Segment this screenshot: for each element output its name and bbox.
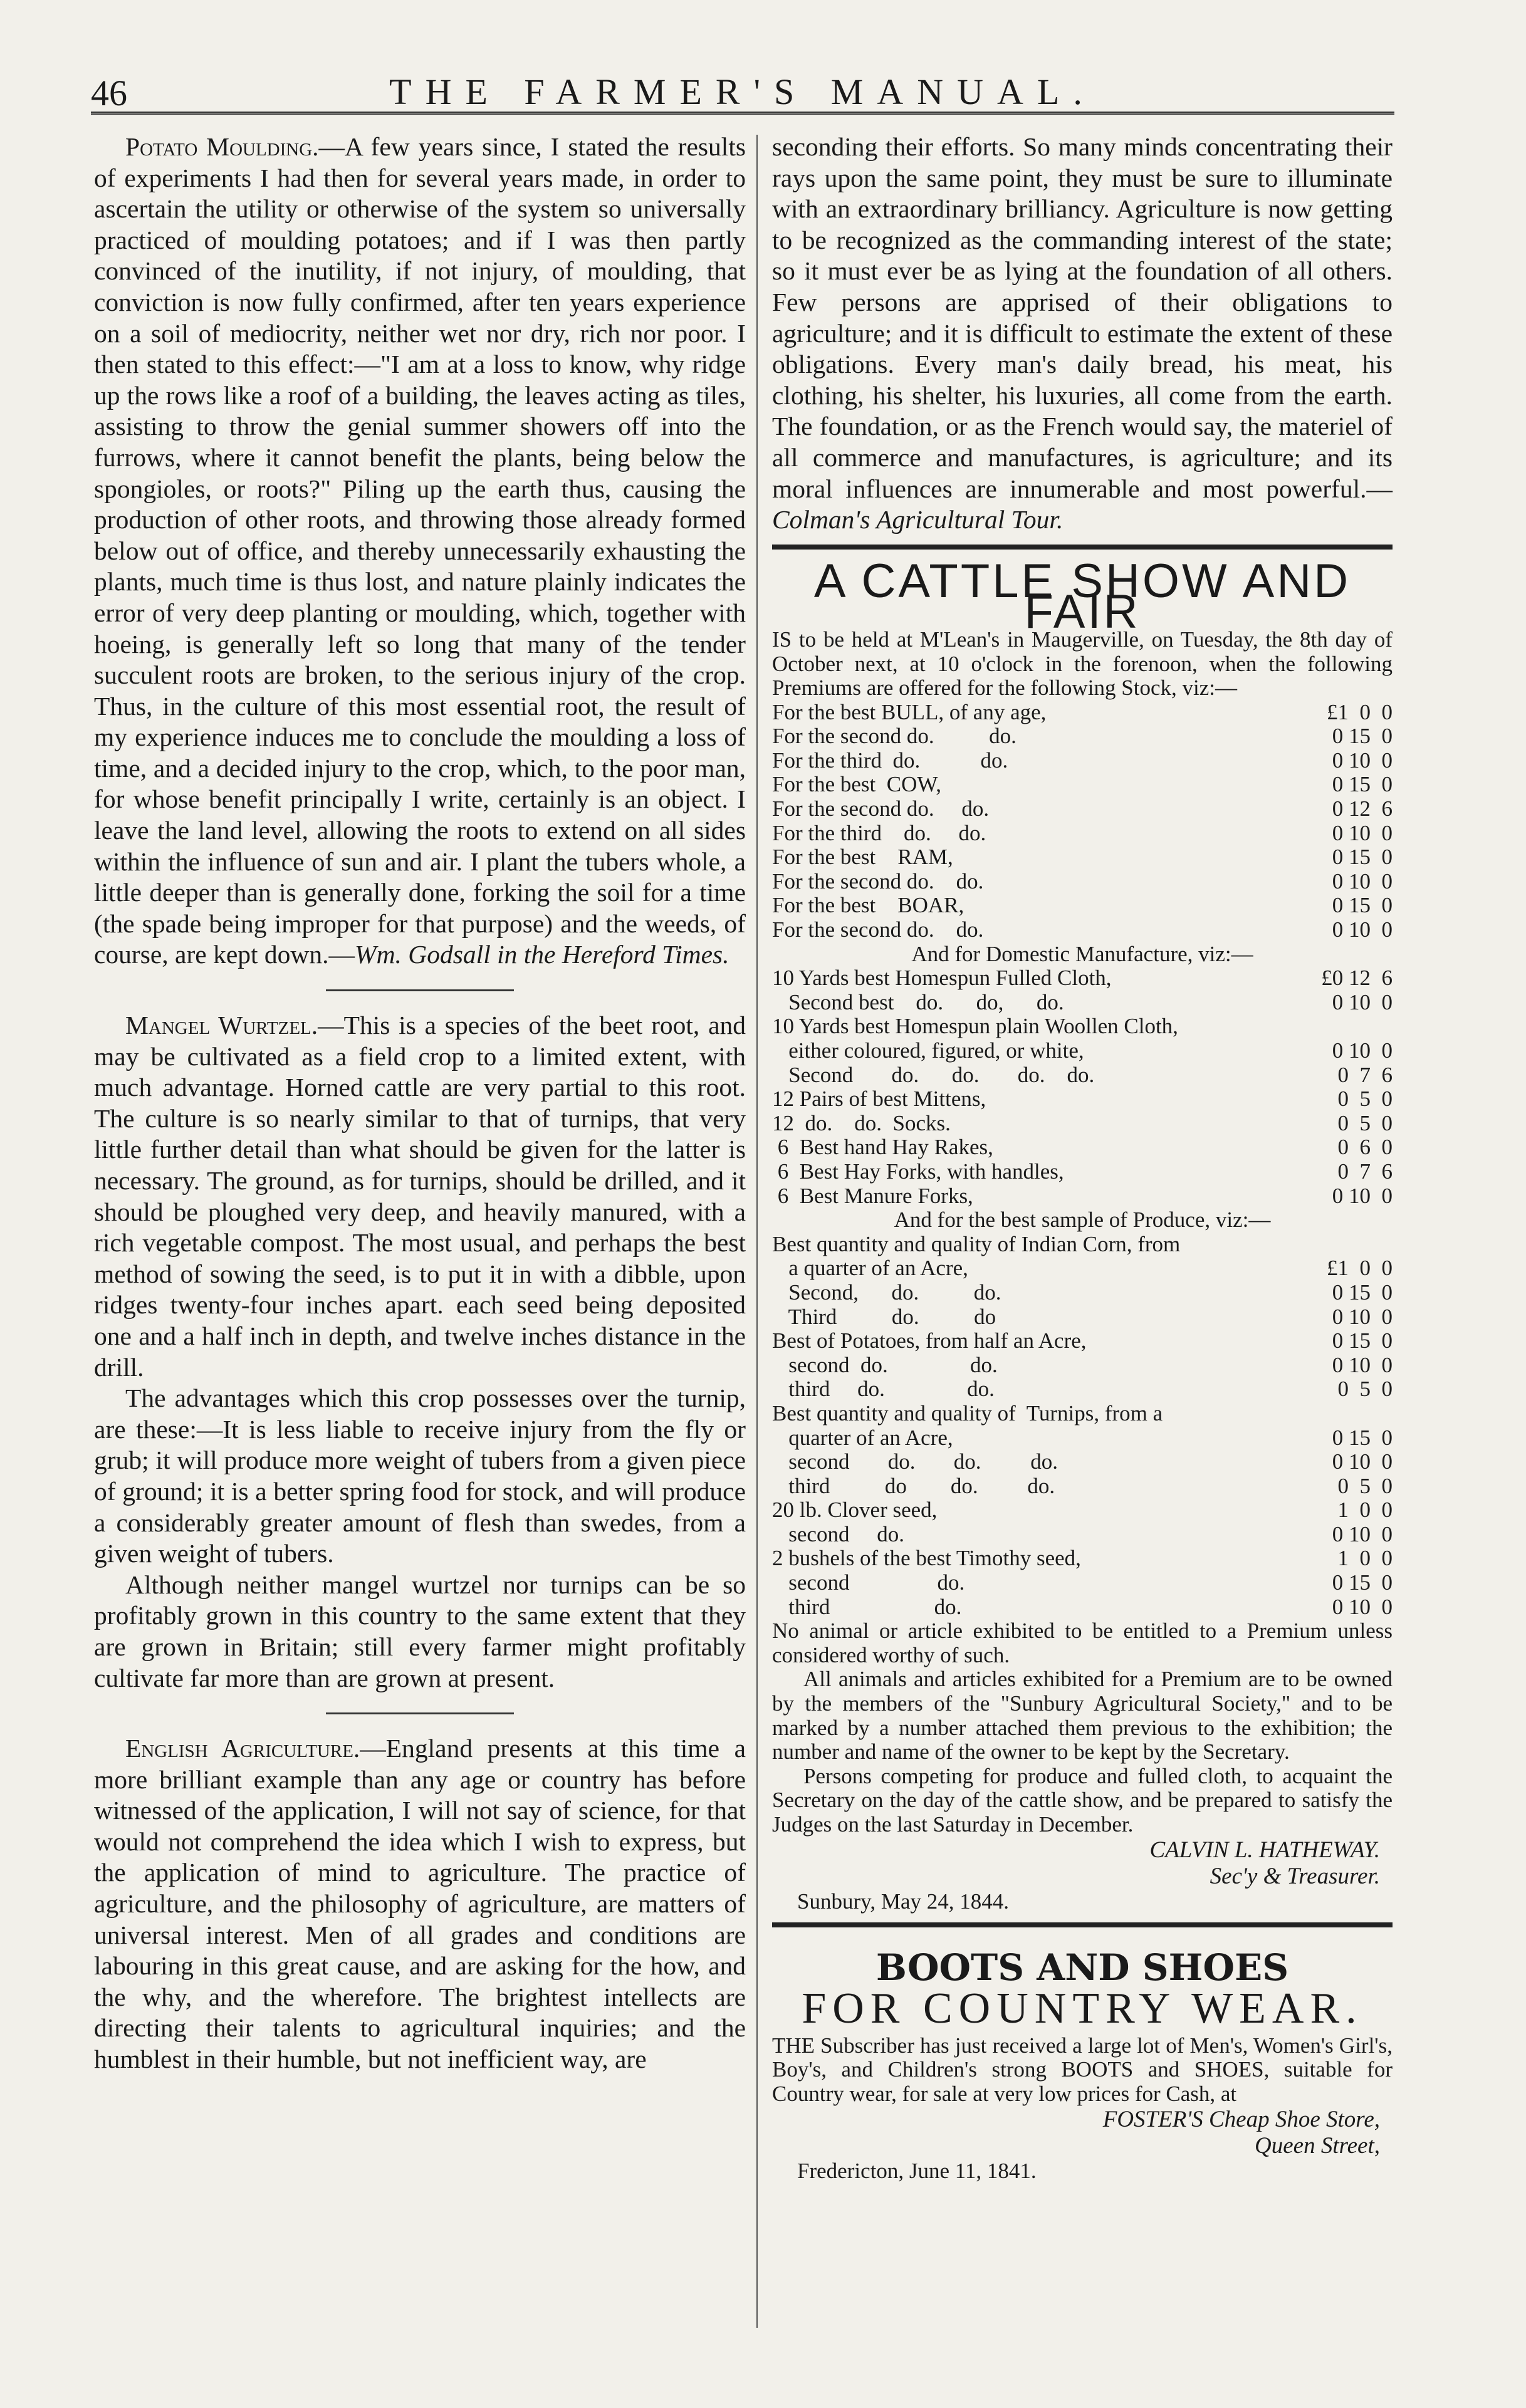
premium-row <box>772 1546 1393 1571</box>
premium-row <box>772 918 1393 942</box>
premium-row <box>772 1135 1393 1160</box>
stock-premiums <box>772 701 1393 942</box>
premium-row <box>772 1014 1393 1039</box>
premium-label: For the best COW, <box>772 772 941 797</box>
premium-label: For the second do. do. <box>772 724 1016 749</box>
premium-label: third do. do. <box>772 1377 995 1402</box>
premium-amount: 0 10 0 <box>1332 1304 1393 1329</box>
section-rule <box>772 545 1393 550</box>
premium-label: third do. <box>772 1594 962 1619</box>
premium-label: For the best BOAR, <box>772 893 964 918</box>
premium-amount: 0 7 6 <box>1337 1159 1393 1184</box>
continuation-text <box>772 132 1393 536</box>
premium-label: 10 Yards best Homespun plain Woollen Cloth, <box>772 1014 1178 1039</box>
premium-label: Second do. do. do. do. <box>772 1062 1095 1087</box>
right-column <box>772 132 1393 2183</box>
premium-row <box>772 1426 1393 1451</box>
cattle-intro: IS to be held at M'Lean's in Maugerville, on Tuesday, the 8th day of October next, at 10 o'clock in the forenoon, when the following Premiums are offered for the following Stock, viz:— <box>772 627 1393 701</box>
english-article <box>94 1733 746 2075</box>
premium-amount: 0 5 0 <box>1337 1087 1393 1112</box>
mangel-paragraph-2: The advantages which this crop possesses over the turnip, are these:—It is less liable to receive injury from the fly or grub; it will produce more weight of tubers from a given piece of ground; it is a better spring food for stock, and will produce a considerably greater amount of flesh than swedes, from a given weight of tubers. <box>94 1384 746 1568</box>
premium-row <box>772 701 1393 725</box>
premium-amount <box>1267 1402 1393 1426</box>
premium-amount: 0 10 0 <box>1332 1352 1393 1377</box>
premium-amount <box>1267 1014 1393 1039</box>
signer-title: Sec'y & Treasurer. <box>1210 1863 1380 1889</box>
premium-amount: 0 15 0 <box>1332 724 1393 749</box>
premium-row <box>772 724 1393 749</box>
premium-label: second do. do. <box>772 1352 998 1377</box>
premium-amount: 0 10 0 <box>1332 868 1393 894</box>
mangel-article <box>94 1010 746 1383</box>
premium-note-2: All animals and articles exhibited for a Premium are to be owned by the members of the "Sunbury Agricultural Society," and to be marked by a number attached them previous to the exhibition; the number and name of the owner to be kept by the Secretary. <box>772 1667 1393 1764</box>
premium-row <box>772 773 1393 797</box>
domestic-premiums <box>772 966 1393 1208</box>
premium-amount: 0 10 0 <box>1332 1449 1393 1474</box>
premium-amount: £0 12 6 <box>1321 966 1393 991</box>
premium-row <box>772 1281 1393 1305</box>
boots-body: THE Subscriber has just received a large lot of Men's, Women's Girl's, Boy's, and Children's strong BOOTS and SHOES, suitable for Country wear, for sale at very low prices for Cash, at <box>772 2033 1393 2106</box>
premium-label: quarter of an Acre, <box>772 1425 953 1450</box>
premium-amount: 0 10 0 <box>1332 820 1393 845</box>
premium-label: Best quantity and quality of Indian Corn, from <box>772 1231 1181 1256</box>
premium-label: second do. do. do. <box>772 1449 1058 1474</box>
potato-body: —A few years since, I stated the results of experiments I had then for several years made, in order to ascertain the utility or otherwise of the system so universally practiced of moulding potatoes; and if I was then partly convinced of the inutility, if not injury, of moulding, that conviction is now fully confirmed, after ten years experience on a soil of mediocrity, neither wet nor dry, rich nor poor. I then stated to this effect:—"I am at a loss to know, why ridge up the rows like a roof of a building, the leaves acting as tiles, assisting to throw the genial summer showers off into the furrows, where it cannot benefit the plants, being below the spongioles, or roots?" Piling up the earth thus, causing the production of other roots, and throwing those already formed below out of office, and thereby unnecessarily exhausting the plants, much time is thus lost, and nature plainly indicates the error of very deep planting or moulding, which, together with hoeing, is generally left so long that many of the tender succulent roots are broken, to the serious injury of the crop. Thus, in the culture of this most essential root, the result of my experience induces me to conclude the moulding a loss of time, and a decided injury to the crop, which, to the poor man, for whose benefit principally I write, certainly is an object. I leave the land level, allowing the roots to extend on all sides within the influence of sun and air. I plant the tubers whole, a little deeper than is generally done, forking the soil for a time (the spade being improper for that purpose) and the weeds, of course, are kept down.— <box>94 132 746 969</box>
premium-amount: 0 15 0 <box>1332 845 1393 870</box>
premium-row <box>772 1063 1393 1088</box>
premium-label: For the second do. do. <box>772 868 984 894</box>
premium-label: For the third do. do. <box>772 748 1008 773</box>
premium-row <box>772 1571 1393 1595</box>
premium-row <box>772 1233 1393 1257</box>
premium-label: 2 bushels of the best Timothy seed, <box>772 1546 1081 1571</box>
premium-row <box>772 821 1393 846</box>
premium-amount: 1 0 0 <box>1337 1546 1393 1571</box>
premium-label: For the best RAM, <box>772 845 953 870</box>
premium-row <box>772 797 1393 821</box>
premium-amount: 0 10 0 <box>1332 748 1393 773</box>
premium-amount: 0 15 0 <box>1332 1328 1393 1353</box>
premium-amount: 0 15 0 <box>1332 1570 1393 1595</box>
premium-amount: 0 10 0 <box>1332 1038 1393 1063</box>
domestic-heading: And for Domestic Manufacture, viz:— <box>911 941 1253 966</box>
premium-label: For the second do. do. <box>772 796 990 821</box>
page-title: THE FARMER'S MANUAL. <box>389 71 1096 112</box>
premium-label: 12 Pairs of best Mittens, <box>772 1087 986 1112</box>
premium-label: 20 lb. Clover seed, <box>772 1498 938 1523</box>
premium-row <box>772 1329 1393 1353</box>
cattle-show-title: A CATTLE SHOW AND FAIR <box>813 554 1351 639</box>
premium-row <box>772 894 1393 918</box>
premium-amount: 0 7 6 <box>1337 1062 1393 1087</box>
premium-row <box>772 966 1393 991</box>
premium-note-1: No animal or article exhibited to be entitled to a Premium unless considered worthy of such. <box>772 1618 1393 1667</box>
premium-row <box>772 1160 1393 1184</box>
mangel-body: —This is a species of the beet root, and may be cultivated as a field crop to a limited extent, with much advantage. Horned cattle are very partial to this root. The culture is so nearly similar to that of turnips, that very little further detail than what should be given for the latter is necessary. The ground, as for turnips, should be drilled, and it should be ploughed very deep, and heavily manured, with a rich vegetable compost. The most usual, and perhaps the best method of sowing the seed, is to put it in with a dibble, upon ridges twenty-four inches apart. each seed being deposited one and a half inch in depth, and twelve inches distance in the drill. <box>94 1011 746 1382</box>
mangel-heading: Mangel Wurtzel. <box>125 1011 318 1040</box>
premium-label: either coloured, figured, or white, <box>772 1038 1084 1063</box>
premium-amount: 0 10 0 <box>1332 1183 1393 1208</box>
premium-row <box>772 1402 1393 1426</box>
boots-subtitle: FOR COUNTRY WEAR. <box>802 1984 1363 2033</box>
english-heading: English Agriculture. <box>125 1734 360 1763</box>
premium-label: second do. <box>772 1570 965 1595</box>
premium-row <box>772 845 1393 870</box>
premium-label: 12 do. do. Socks. <box>772 1110 951 1135</box>
premium-row <box>772 1474 1393 1499</box>
premium-amount <box>1267 1233 1393 1257</box>
premium-label: a quarter of an Acre, <box>772 1256 968 1281</box>
premium-amount: 1 0 0 <box>1337 1498 1393 1523</box>
premium-amount: 0 10 0 <box>1332 917 1393 942</box>
premium-label: For the best BULL, of any age, <box>772 699 1047 724</box>
premium-label: 6 Best Hay Forks, with handles, <box>772 1159 1064 1184</box>
store-street: Queen Street, <box>1255 2132 1380 2159</box>
premium-label: 6 Best Manure Forks, <box>772 1183 973 1208</box>
premium-amount: 0 6 0 <box>1337 1135 1393 1160</box>
premium-label: For the third do. do. <box>772 820 986 845</box>
column-divider <box>756 135 758 2328</box>
left-column <box>94 132 746 2075</box>
premium-label: Second, do. do. <box>772 1280 1001 1305</box>
premium-label: Third do. do <box>772 1304 996 1329</box>
english-body: —England presents at this time a more brilliant example than any age or country has before witnessed of the application, I will not say of science, for that would not comprehend the idea which I wish to express, but the application of mind to agriculture. The practice of agriculture, and the philosophy of agriculture, are matters of universal interest. Men of all grades and conditions are labouring in this great cause, and are asking for the how, and the why, and the wherefore. The brightest intellects are directing their talents to agricultural inquiries; and the humblest in their humble, but not inefficient way, are <box>94 1734 746 2074</box>
continuation-body: seconding their efforts. So many minds concentrating their rays upon the same point, they must be sure to illuminate with an extraordinary brilliancy. Agriculture is now getting to be recognized as the commanding interest of the state; so it must ever be as lying at the foundation of all others. Few persons are apprised of their obligations to agriculture; and it is difficult to estimate the extent of these obligations. Every man's daily bread, his meat, his clothing, his shelter, his luxuries, all come from the earth. The foundation, or as the French would say, the materiel of all commerce and manufactures, is agriculture; and its moral influences are innumerable and most powerful.— <box>772 132 1393 503</box>
section-rule <box>772 1922 1393 1927</box>
premium-amount: 0 5 0 <box>1337 1377 1393 1402</box>
premium-label: third do do. do. <box>772 1473 1055 1498</box>
premium-row <box>772 1353 1393 1378</box>
premium-row <box>772 1039 1393 1063</box>
premium-amount: 0 15 0 <box>1332 1425 1393 1450</box>
premium-row <box>772 1498 1393 1523</box>
premium-amount: 0 12 6 <box>1332 796 1393 821</box>
store-name: FOSTER'S Cheap Shoe Store, <box>1102 2106 1380 2132</box>
produce-premiums <box>772 1233 1393 1620</box>
premium-row <box>772 1377 1393 1402</box>
premium-row <box>772 1112 1393 1136</box>
premium-row <box>772 1184 1393 1209</box>
potato-source: Wm. Godsall in the Hereford Times. <box>355 940 729 969</box>
premium-amount: £1 0 0 <box>1327 1256 1393 1281</box>
premium-row <box>772 1595 1393 1620</box>
premium-label: Best quantity and quality of Turnips, from a <box>772 1400 1163 1426</box>
premium-amount: 0 5 0 <box>1337 1473 1393 1498</box>
premium-note-3: Persons competing for produce and fulled cloth, to acquaint the Secretary on the day of the cattle show, and be prepared to satisfy the Judges on the last Saturday in December. <box>772 1763 1393 1837</box>
premium-row <box>772 870 1393 894</box>
premium-row <box>772 749 1393 773</box>
boots-dateline: Fredericton, June 11, 1841. <box>797 2158 1037 2183</box>
produce-heading: And for the best sample of Produce, viz:— <box>894 1207 1271 1233</box>
boots-title: BOOTS AND SHOES <box>875 1946 1289 1989</box>
premium-label: Best of Potatoes, from half an Acre, <box>772 1328 1087 1353</box>
mangel-paragraph-3: Although neither mangel wurtzel nor turnips can be so profitably grown in this country to the same extent that they are grown in Britain; still every farmer might profitably cultivate far more than are grown at present. <box>94 1570 746 1692</box>
potato-article <box>94 132 746 971</box>
premium-row <box>772 1305 1393 1330</box>
potato-heading: Potato Moulding. <box>125 132 319 161</box>
premium-row <box>772 1523 1393 1547</box>
premium-amount: 0 10 0 <box>1332 1521 1393 1546</box>
header-rule <box>91 112 1394 115</box>
signer-name: CALVIN L. HATHEWAY. <box>1149 1837 1380 1863</box>
premium-amount: 0 15 0 <box>1332 893 1393 918</box>
premium-row <box>772 1450 1393 1474</box>
premium-row <box>772 1256 1393 1281</box>
premium-label: For the second do. do. <box>772 917 984 942</box>
premium-label: 6 Best hand Hay Rakes, <box>772 1135 993 1160</box>
premium-amount: 0 15 0 <box>1332 772 1393 797</box>
page-number: 46 <box>91 73 127 113</box>
continuation-source: Colman's Agricultural Tour. <box>772 505 1063 534</box>
premium-row <box>772 1087 1393 1112</box>
premium-row <box>772 991 1393 1015</box>
premium-amount: 0 5 0 <box>1337 1110 1393 1135</box>
article-divider <box>326 989 514 991</box>
premium-label: second do. <box>772 1521 904 1546</box>
premium-amount: 0 10 0 <box>1332 989 1393 1014</box>
page-header <box>91 60 1394 116</box>
cattle-dateline: Sunbury, May 24, 1844. <box>797 1889 1010 1914</box>
article-divider <box>326 1712 514 1714</box>
premium-amount: 0 10 0 <box>1332 1594 1393 1619</box>
premium-label: 10 Yards best Homespun Fulled Cloth, <box>772 966 1112 991</box>
premium-label: Second best do. do, do. <box>772 989 1064 1014</box>
premium-amount: £1 0 0 <box>1327 699 1393 724</box>
premium-amount: 0 15 0 <box>1332 1280 1393 1305</box>
